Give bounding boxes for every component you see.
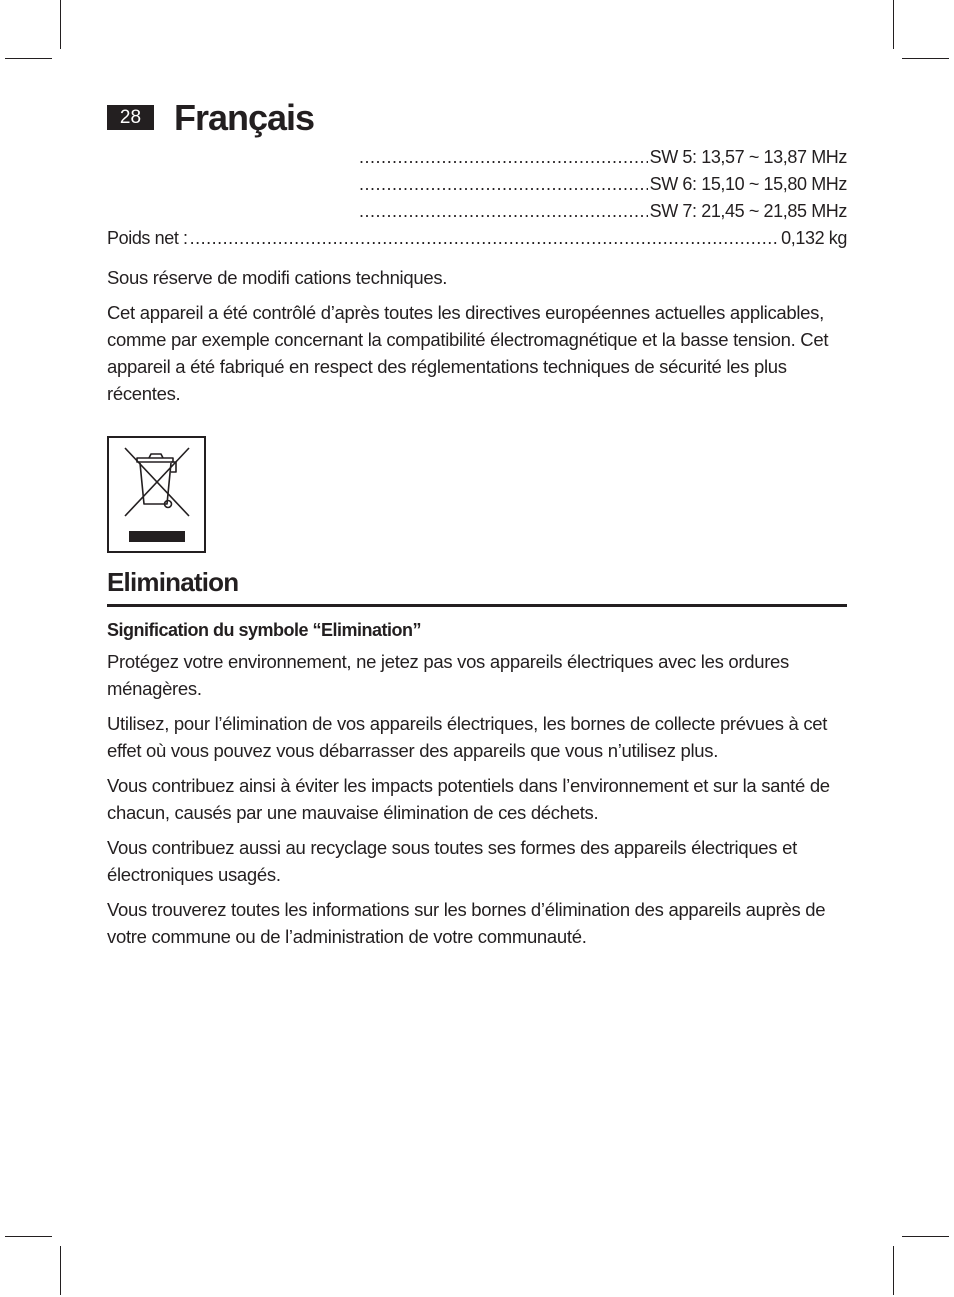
- page-title: Français: [174, 97, 315, 138]
- crop-mark: [902, 1236, 949, 1237]
- spec-row: [357, 144, 847, 171]
- crop-mark: [5, 58, 52, 59]
- section-subtitle: Signification du symbole “Elimination”: [107, 620, 422, 640]
- crop-mark: [893, 0, 894, 49]
- spec-row: [357, 198, 847, 225]
- page-number: 28: [107, 105, 154, 130]
- elimination-paragraph: Vous trouverez toutes les informations sur les bornes d’élimination des appareils auprès de votre commune ou de l’administration de votre communauté.: [107, 899, 826, 947]
- dot-leader: [359, 171, 648, 198]
- spec-row-weight: [107, 225, 847, 252]
- dot-leader: [359, 198, 648, 225]
- crop-mark: [5, 1236, 52, 1237]
- elimination-paragraph: Utilisez, pour l’élimination de vos appareils électriques, les bornes de collecte prévues à cet effet où vous pouvez vous débarrasser des appareils que vous n’utilisez plus.: [107, 713, 828, 761]
- compliance-note: Cet appareil a été contrôlé d’après toutes les directives européennes actuelles applicables, comme par exemple concernant la compatibilité électromagnétique et la basse tension. Cet appareil a été fabriqué en respect des réglementations techniques de sécurité les plus récentes.: [107, 302, 829, 404]
- crop-mark: [60, 1246, 61, 1295]
- modifications-note: Sous réserve de modifi cations techniques.: [107, 267, 448, 288]
- dot-leader: [190, 225, 779, 252]
- crossed-out-wheelie-bin-icon: [107, 436, 206, 553]
- section-title: Elimination: [107, 567, 239, 597]
- section-divider: [107, 604, 847, 607]
- crop-mark: [60, 0, 61, 49]
- spec-row: [357, 171, 847, 198]
- spec-value: SW 7: 21,45 ~ 21,85 MHz: [649, 201, 847, 221]
- crop-mark: [902, 58, 949, 59]
- dot-leader: [359, 144, 648, 171]
- spec-value: SW 6: 15,10 ~ 15,80 MHz: [649, 174, 847, 194]
- spec-value: SW 5: 13,57 ~ 13,87 MHz: [649, 147, 847, 167]
- spec-label: Poids net :: [107, 228, 188, 248]
- elimination-paragraph: Vous contribuez ainsi à éviter les impacts potentiels dans l’environnement et sur la santé de chacun, causés par une mauvaise élimination de ces déchets.: [107, 775, 830, 823]
- elimination-paragraph: Vous contribuez aussi au recyclage sous toutes ses formes des appareils électriques et électroniques usagés.: [107, 837, 797, 885]
- spec-value: 0,132 kg: [781, 228, 847, 248]
- crop-mark: [893, 1246, 894, 1295]
- elimination-paragraph: Protégez votre environnement, ne jetez pas vos appareils électriques avec les ordures ménagères.: [107, 651, 789, 699]
